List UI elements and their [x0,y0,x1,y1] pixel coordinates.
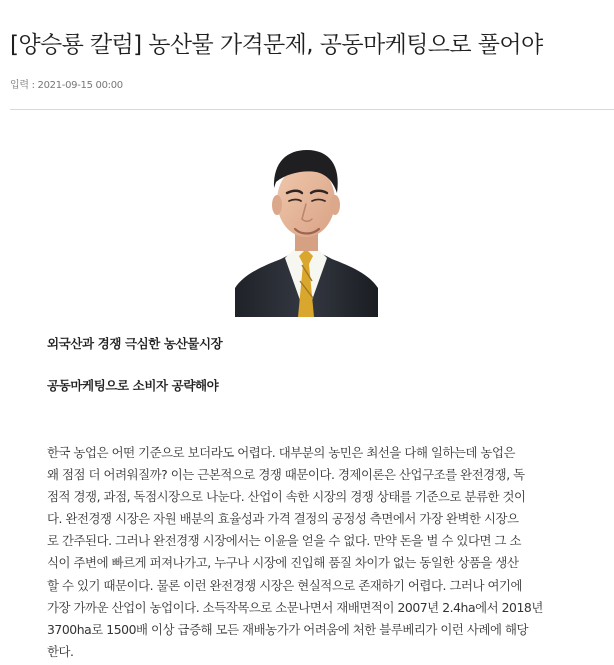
publish-date: 입력 : 2021-09-15 00:00 [10,80,123,91]
body-line: 다. 완전경쟁 시장은 자원 배분의 효율성과 가격 결정의 공정성 측면에서 가장 완벽한 시장으 [47,511,519,527]
article-body [47,442,567,663]
body-line: 점적 경쟁, 과점, 독점시장으로 나눈다. 산업이 속한 시장의 경쟁 상태를 기준으로 분류한 것이 [47,489,526,505]
body-line: 할 수 있기 때문이다. 물론 이런 완전경쟁 시장은 현실적으로 존재하기 어렵다. 그러나 여기에 [47,577,523,593]
body-line: 식이 주변에 빠르게 퍼져나가고, 누구나 시장에 진입해 품질 차이가 없는 동일한 상품을 생산 [47,555,519,571]
article-title: [양승룡 칼럼] 농산물 가격문제, 공동마케팅으로 풀어야 [10,32,543,58]
body-line: 한다. [47,643,74,659]
body-line: 3700ha로 1500배 이상 급증해 모든 재배농가가 어려움에 처한 블루베리가 이런 사례에 해당 [47,621,529,637]
body-line: 가장 가까운 산업이 농업이다. 소득작목으로 소문나면서 재배면적이 2007년 2.4ha에서 2018년 [47,599,543,615]
header-divider [10,109,614,110]
subheading-2: 공동마케팅으로 소비자 공략해야 [47,378,219,393]
body-line: 왜 점점 더 어려워질까? 이는 근본적으로 경쟁 때문이다. 경제이론은 산업구조를 완전경쟁, 독 [47,467,525,483]
body-line: 한국 농업은 어떤 기준으로 보더라도 어렵다. 대부분의 농민은 최선을 다해 일하는데 농업은 [47,445,516,460]
body-line: 로 간주된다. 그러나 완전경쟁 시장에서는 이윤을 얻을 수 없다. 만약 돈을 벌 수 있다면 그 소 [47,533,522,549]
subheading-1: 외국산과 경쟁 극심한 농산물시장 [47,336,223,351]
columnist-photo [235,145,378,317]
